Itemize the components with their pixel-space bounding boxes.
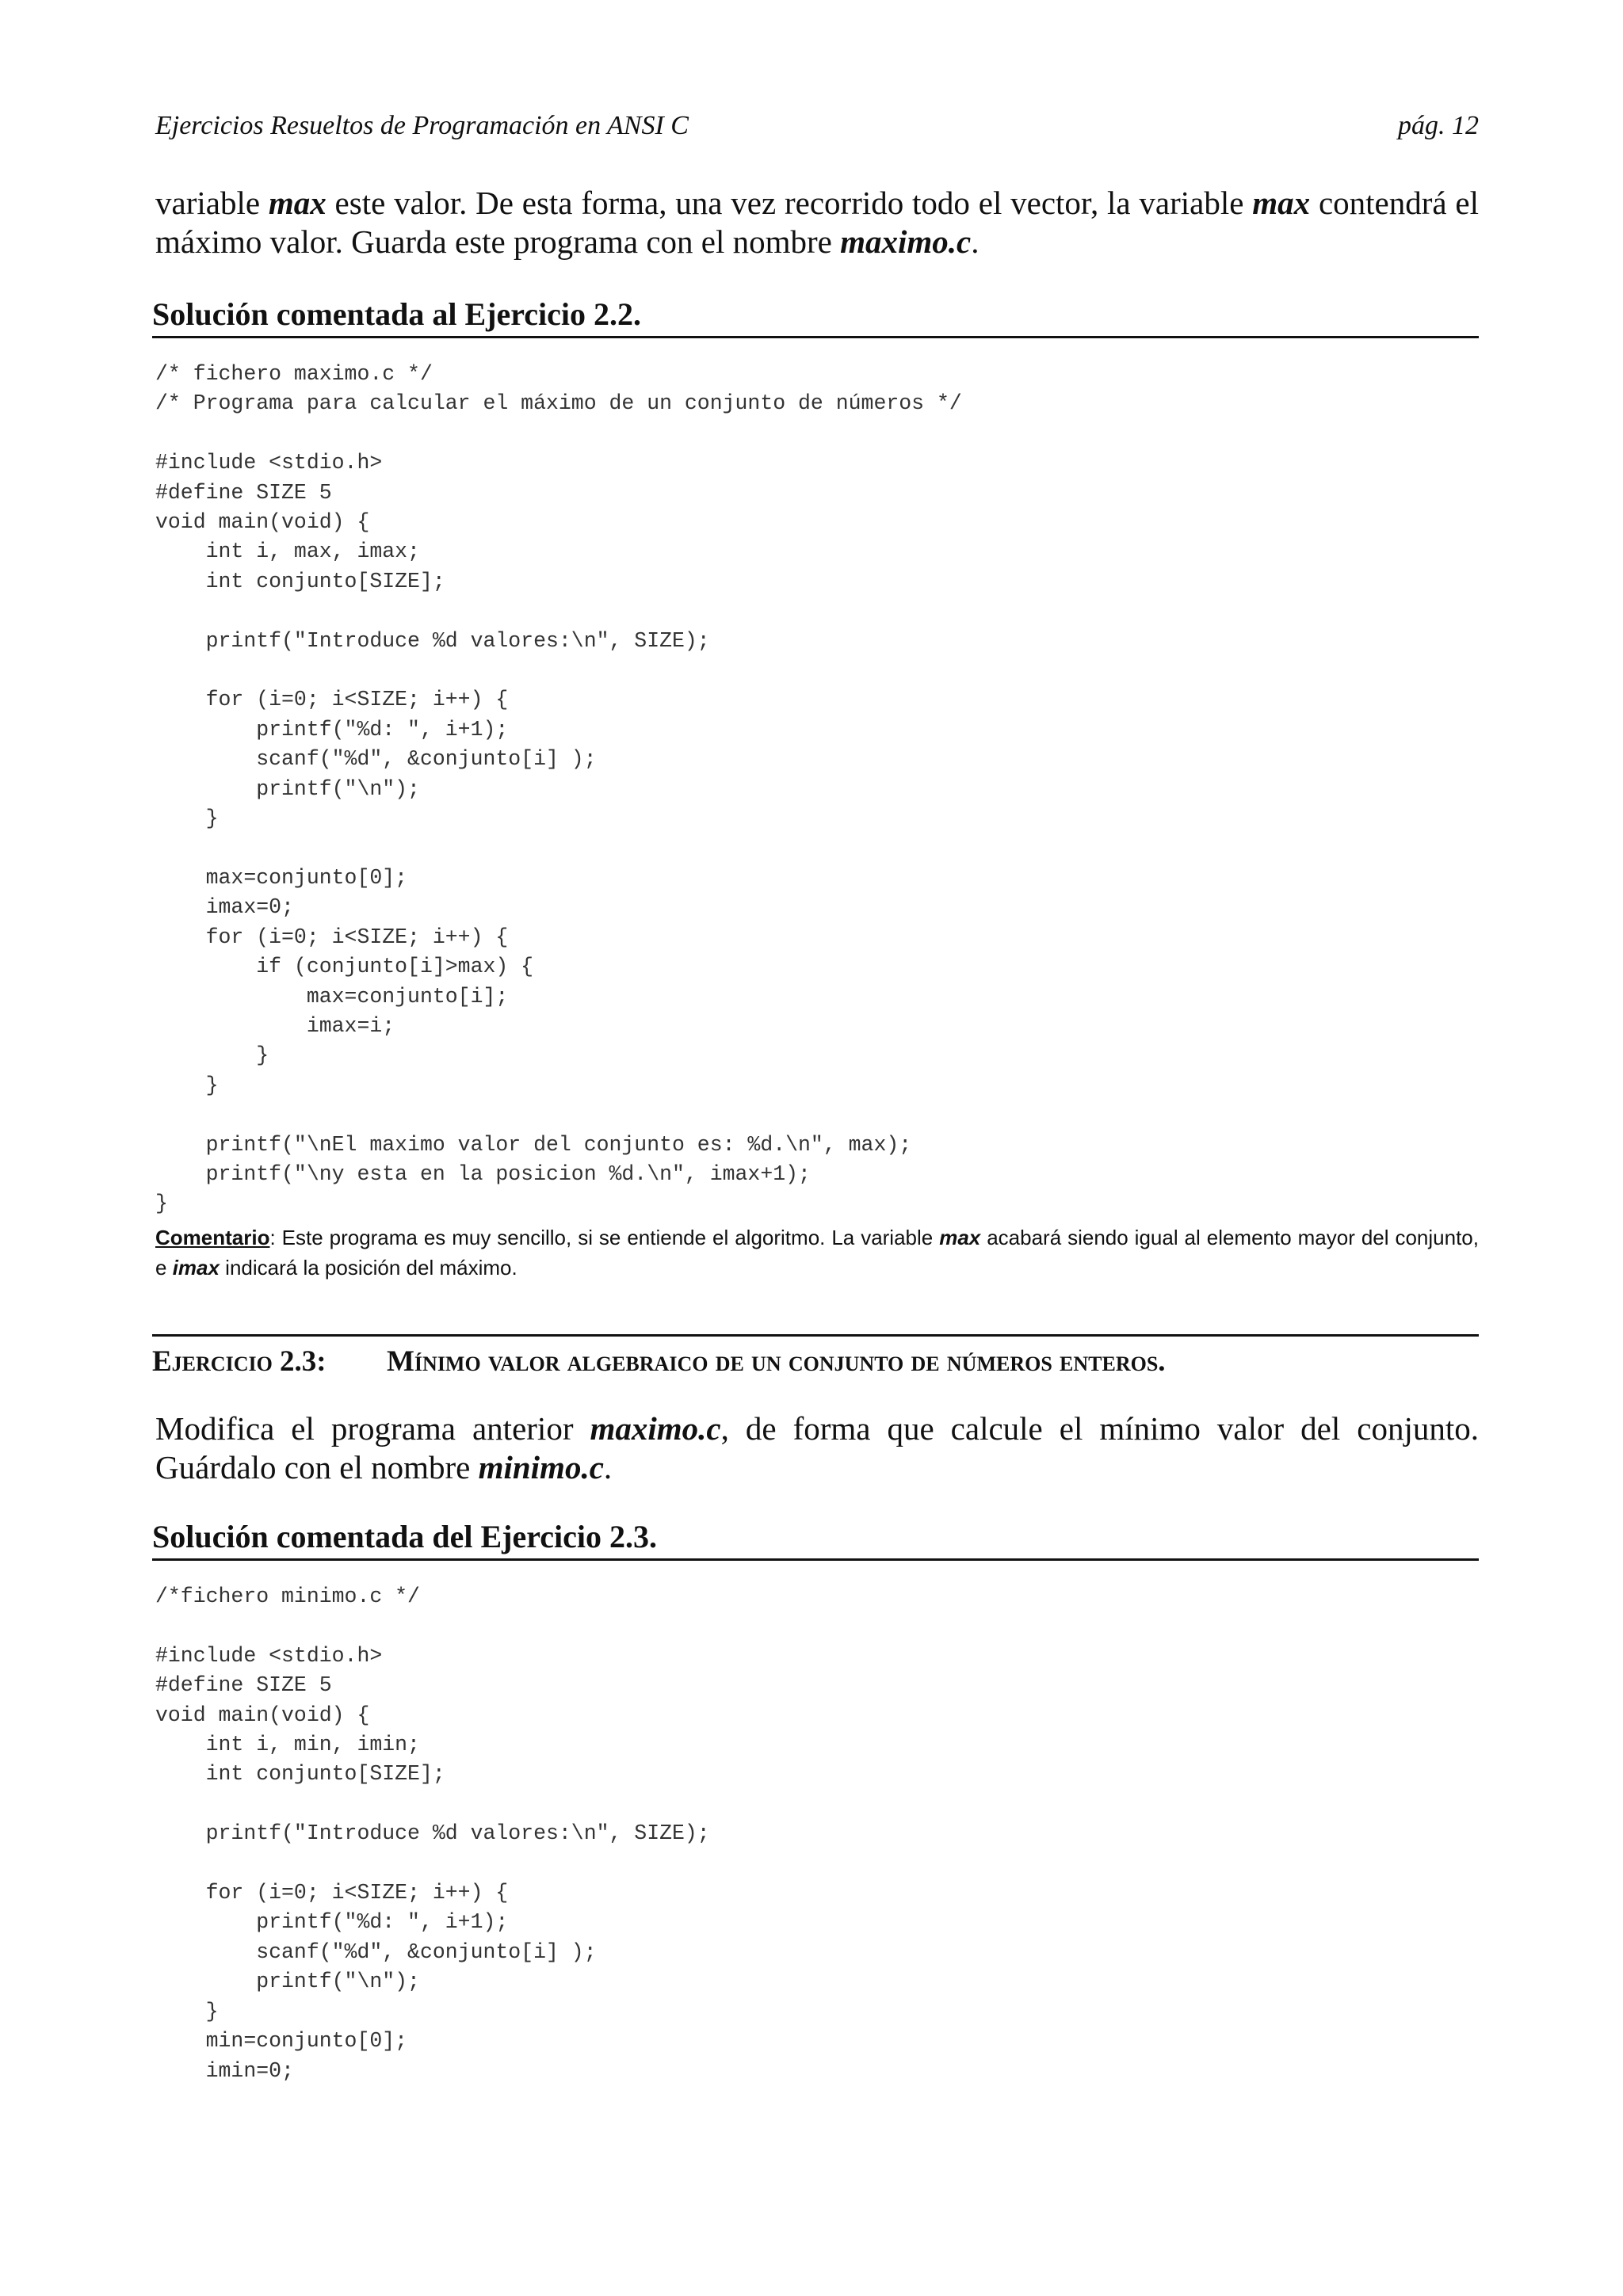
comment-var-imax: imax: [172, 1256, 220, 1280]
page-number: pág. 12: [1398, 111, 1479, 140]
comment-text: indicará la posición del máximo.: [219, 1256, 517, 1280]
statement-text: , de forma que calcule el mínimo valor del conjunto. Guárdalo con el nombre: [155, 1410, 1479, 1486]
statement-text: .: [603, 1449, 613, 1486]
comment-paragraph: [155, 1222, 1479, 1283]
comment-text: : Este programa es muy sencillo, si se entiende el algoritmo. La variable: [269, 1226, 940, 1249]
intro-text: .: [971, 223, 980, 260]
code-listing-minimo: /*fichero minimo.c */ #include <stdio.h> #define SIZE 5 void main(void) { int i, min, imin; int conjunto[SIZE]; printf("Introduce %d valores:\n", SIZE); for (i=0; i<SIZE; i++) { printf("%d: ", i+1); scanf("%d", &conjunto[i] ); printf("\n"); } min=conjunto[0]; imin=0;: [155, 1585, 710, 2083]
comment-text: acabará siendo igual al elemento mayor del conjunto, e: [155, 1226, 1479, 1280]
book-title: Ejercicios Resueltos de Programación en ANSI C: [155, 111, 689, 140]
solution-22-heading: Solución comentada al Ejercicio 2.2.: [152, 296, 1479, 338]
intro-var-max: max: [268, 185, 327, 221]
intro-text: variable: [155, 185, 269, 221]
exercise-23-statement: [155, 1409, 1479, 1487]
exercise-title: Mínimo valor algebraico de un conjunto de números enteros.: [387, 1345, 1166, 1378]
intro-text: contendrá el máximo valor. Guarda este programa con el nombre: [155, 185, 1480, 260]
intro-text: este valor. De esta forma, una vez recorrido todo el vector, la variable: [326, 185, 1253, 221]
code-listing-maximo: /* fichero maximo.c */ /* Programa para calcular el máximo de un conjunto de números */ #include <stdio.h> #define SIZE 5 void main(void) { int i, max, imax; int conjunto[SIZE]; printf("Introduce %d valores:\n", SIZE); for (i=0; i<SIZE; i++) { printf("%d: ", i+1); scanf("%d", &conjunto[i] ); printf("\n"); } max=conjunto[0]; imax=0; for (i=0; i<SIZE; i++) { if (conjunto[i]>max) { max=conjunto[i]; imax=i; } } printf("\nEl maximo valor del conjunto es: %d.\n", max); printf("\ny esta en la posicion %d.\n", imax+1); }: [155, 362, 962, 1216]
exercise-number: Ejercicio 2.3:: [152, 1345, 327, 1378]
intro-var-max: max: [1252, 185, 1311, 221]
solution-23-heading: Solución comentada del Ejercicio 2.3.: [152, 1519, 1479, 1561]
comment-label: Comentario: [155, 1226, 270, 1249]
intro-paragraph: [155, 184, 1479, 261]
statement-filename: minimo.c: [478, 1449, 604, 1486]
intro-filename: maximo.c: [840, 223, 972, 260]
running-header: [155, 111, 1479, 146]
comment-var-max: max: [939, 1226, 981, 1249]
statement-filename: maximo.c: [590, 1410, 721, 1447]
exercise-23-heading: [152, 1334, 1479, 1392]
statement-text: Modifica el programa anterior: [155, 1410, 590, 1447]
